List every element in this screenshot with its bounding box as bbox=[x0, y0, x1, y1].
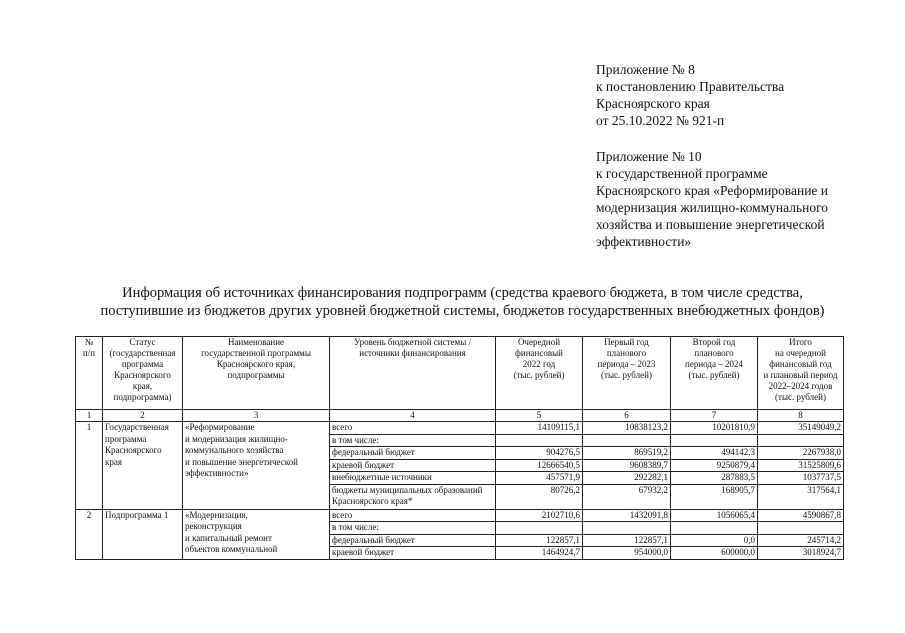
column-header-line: (тыс. рублей) bbox=[775, 392, 826, 402]
program-name-cell bbox=[183, 422, 330, 510]
amount-y2022: 12666540,5 bbox=[496, 459, 583, 472]
budget-level: федеральный бюджет bbox=[330, 534, 496, 547]
title-line: поступившие из бюджетов других уровней бюджетной системы, бюджетов государственных внебюджетных фондов) bbox=[100, 303, 825, 319]
column-header bbox=[330, 337, 496, 410]
program-name-line: реконструкция bbox=[185, 521, 242, 531]
column-header-line: финансовый год bbox=[769, 359, 832, 369]
approval-block-1 bbox=[596, 61, 896, 129]
amount-total: 35149049,2 bbox=[758, 422, 844, 435]
amount-y2022: 2102710,6 bbox=[496, 509, 583, 522]
amount-y2022: 14109115,1 bbox=[496, 422, 583, 435]
table-row bbox=[76, 509, 844, 522]
amount-y2022: 457571,9 bbox=[496, 472, 583, 485]
amount-y2024 bbox=[671, 522, 758, 535]
program-name-line: и модернизация жилищно- bbox=[185, 433, 288, 444]
approval-line: модернизация жилищно-коммунального bbox=[596, 200, 829, 215]
column-header-line: № bbox=[84, 337, 94, 347]
column-number: 8 bbox=[758, 410, 844, 422]
column-number: 3 bbox=[183, 410, 330, 422]
column-number: 7 bbox=[671, 410, 758, 422]
amount-total: 1037737,5 bbox=[758, 472, 844, 485]
column-header-line: программа bbox=[121, 359, 164, 369]
amount-y2023: 10838123,2 bbox=[583, 422, 671, 435]
amount-y2022 bbox=[496, 434, 583, 447]
amount-y2023: 122857,1 bbox=[583, 534, 671, 547]
column-header-line: Уровень бюджетной системы / bbox=[353, 337, 471, 347]
amount-y2024: 9250879,4 bbox=[671, 459, 758, 472]
column-header-line: 2022 год bbox=[522, 359, 556, 369]
column-header bbox=[76, 337, 103, 410]
column-header-line: Наименование bbox=[227, 337, 285, 347]
budget-level: в том числе: bbox=[330, 522, 496, 535]
status-cell bbox=[103, 422, 183, 510]
approval-line: Приложение № 10 bbox=[596, 149, 702, 164]
status-line: Красноярского bbox=[105, 445, 162, 455]
amount-y2023 bbox=[583, 434, 671, 447]
program-name-line: и повышение энергетической bbox=[185, 456, 298, 467]
approval-line: к государственной программе bbox=[596, 166, 768, 181]
amount-y2023: 869519,2 bbox=[583, 447, 671, 460]
amount-y2024: 494142,3 bbox=[671, 447, 758, 460]
amount-total: 3018924,7 bbox=[758, 547, 844, 560]
program-name-line: эффективности» bbox=[185, 468, 249, 478]
approval-line: хозяйства и повышение энергетической bbox=[596, 217, 825, 232]
column-header bbox=[496, 337, 583, 410]
budget-level: внебюджетные источники bbox=[330, 472, 496, 485]
financing-table bbox=[75, 336, 844, 560]
column-number: 1 bbox=[76, 410, 103, 422]
amount-y2023 bbox=[583, 522, 671, 535]
column-header-line: Красноярского края, bbox=[216, 359, 296, 369]
column-header-line: (тыс. рублей) bbox=[601, 370, 652, 380]
amount-y2022: 1464924,7 bbox=[496, 547, 583, 560]
amount-total: 4590867,8 bbox=[758, 509, 844, 522]
column-header-line: Итого bbox=[789, 337, 812, 347]
column-header bbox=[671, 337, 758, 410]
column-header bbox=[103, 337, 183, 410]
column-header-line: (тыс. рублей) bbox=[513, 370, 565, 380]
amount-y2022: 80726,2 bbox=[496, 484, 583, 509]
amount-y2022: 904276,5 bbox=[496, 447, 583, 460]
column-header-line: на очередной bbox=[775, 348, 826, 358]
approval-line: к постановлению Правительства bbox=[596, 79, 785, 94]
column-header-line: Второй год bbox=[692, 337, 736, 347]
column-header-line: Красноярского bbox=[114, 370, 171, 380]
amount-y2024: 168905,7 bbox=[671, 484, 758, 509]
amount-total: 31525809,6 bbox=[758, 459, 844, 472]
budget-level: краевой бюджет bbox=[330, 547, 496, 560]
column-number: 5 bbox=[496, 410, 583, 422]
program-name-line: и капитальный ремонт bbox=[185, 532, 272, 543]
column-header-line: Очередной bbox=[517, 337, 561, 347]
amount-y2024: 287883,5 bbox=[671, 472, 758, 485]
column-header bbox=[758, 337, 844, 410]
title-line: Информация об источниках финансирования подпрограмм (средства краевого бюджета, в том числе средства, bbox=[122, 285, 803, 301]
column-header-line: 2022–2024 годов bbox=[768, 381, 833, 391]
column-header-line: и плановый период bbox=[763, 370, 838, 380]
amount-y2023: 292282,1 bbox=[583, 472, 671, 485]
column-header-line: планового bbox=[694, 348, 734, 358]
amount-y2023: 67932,2 bbox=[583, 484, 671, 509]
amount-y2023: 1432091,8 bbox=[583, 509, 671, 522]
program-name-line: объектов коммунальной bbox=[185, 544, 278, 554]
budget-level: бюджеты муниципальных образований Красноярского края* bbox=[330, 484, 496, 509]
amount-y2024: 600000,0 bbox=[671, 547, 758, 560]
amount-y2022 bbox=[496, 522, 583, 535]
budget-level: в том числе: bbox=[330, 434, 496, 447]
document-title bbox=[40, 284, 885, 320]
table-header-row bbox=[76, 337, 844, 410]
amount-y2023: 954000,0 bbox=[583, 547, 671, 560]
row-number: 2 bbox=[76, 509, 103, 559]
column-number: 2 bbox=[103, 410, 183, 422]
amount-total bbox=[758, 522, 844, 535]
program-name-cell bbox=[183, 509, 330, 559]
budget-level: краевой бюджет bbox=[330, 459, 496, 472]
column-header-line: подпрограммы bbox=[227, 370, 285, 380]
amount-y2024: 0,0 bbox=[671, 534, 758, 547]
amount-total: 317564,1 bbox=[758, 484, 844, 509]
approval-line: эффективности» bbox=[596, 234, 692, 249]
program-name-line: коммунального хозяйства bbox=[185, 445, 284, 455]
column-number: 4 bbox=[330, 410, 496, 422]
status-line: края bbox=[105, 456, 123, 467]
status-line: Государственная bbox=[105, 422, 169, 432]
amount-y2024 bbox=[671, 434, 758, 447]
column-header bbox=[183, 337, 330, 410]
column-header-line: (государственная bbox=[109, 348, 176, 358]
column-header-line: края, bbox=[132, 381, 153, 391]
column-header-line: периода – 2024 bbox=[685, 359, 743, 369]
column-header bbox=[583, 337, 671, 410]
status-cell bbox=[103, 509, 183, 559]
column-header-line: планового bbox=[606, 348, 647, 358]
amount-total: 2267938,0 bbox=[758, 447, 844, 460]
row-number: 1 bbox=[76, 422, 103, 510]
approval-block-2 bbox=[596, 148, 896, 250]
column-header-line: Статус bbox=[129, 337, 156, 347]
column-header-line: государственной программы bbox=[201, 348, 311, 358]
column-numbers-row bbox=[76, 410, 844, 422]
approval-line: Приложение № 8 bbox=[596, 62, 695, 77]
status-line: Подпрограмма 1 bbox=[105, 509, 169, 520]
column-header-line: п/п bbox=[82, 348, 96, 358]
amount-y2022: 122857,1 bbox=[496, 534, 583, 547]
column-header-line: периода – 2023 bbox=[597, 359, 656, 369]
column-header-line: источники финансирования bbox=[359, 348, 466, 358]
program-name-line: «Модернизация, bbox=[185, 509, 248, 520]
column-number: 6 bbox=[583, 410, 671, 422]
amount-y2023: 9608389,7 bbox=[583, 459, 671, 472]
budget-level: всего bbox=[330, 509, 496, 522]
amount-y2024: 10201810,9 bbox=[671, 422, 758, 435]
approval-line: Красноярского края «Реформирование и bbox=[596, 183, 829, 198]
amount-y2024: 1056065,4 bbox=[671, 509, 758, 522]
approval-line: от 25.10.2022 № 921-п bbox=[596, 113, 725, 128]
budget-level: федеральный бюджет bbox=[330, 447, 496, 460]
table-body bbox=[76, 422, 844, 560]
budget-level: всего bbox=[330, 422, 496, 435]
amount-total bbox=[758, 434, 844, 447]
column-header-line: подпрограмма) bbox=[113, 392, 172, 402]
column-header-line: (тыс. рублей) bbox=[688, 370, 740, 380]
status-line: программа bbox=[105, 433, 147, 444]
column-header-line: финансовый bbox=[515, 348, 563, 358]
amount-total: 245714,2 bbox=[758, 534, 844, 547]
program-name-line: «Реформирование bbox=[185, 422, 255, 432]
column-header-line: Первый год bbox=[604, 337, 649, 347]
approval-line: Красноярского края bbox=[596, 96, 710, 111]
table-row bbox=[76, 422, 844, 435]
